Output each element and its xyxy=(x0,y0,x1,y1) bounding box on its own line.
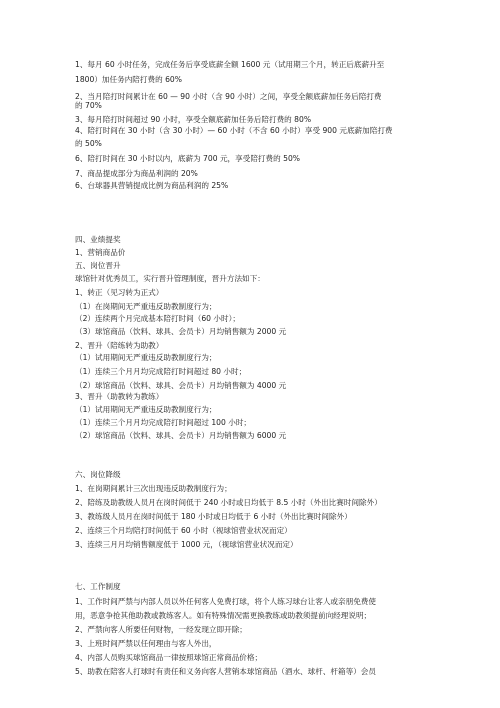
text-line: 用，恶意争抢其他助教或教练客人。如有特殊情况需更换教练或助教须提前向经理说明； xyxy=(75,611,372,620)
text-line: 3、教练级人员月在岗时间低于 180 小时或日均低于 6 小时（外出比赛时间除外） xyxy=(75,512,352,521)
text-line: （3）球馆商品（饮料、球具、会员卡）月均销售额为 2000 元 xyxy=(75,327,287,336)
text-line: 3、上班时间严禁以任何理由与客人外出， xyxy=(75,639,217,648)
text-line: 3、连续三月月均销售额度低于 1000 元，（视球馆营业状况而定） xyxy=(75,540,298,549)
text-line: 2、严禁向客人所要任何财物，一经发现立即开除； xyxy=(75,625,247,634)
text-line: 4、内部人员购买球馆商品一律按照球馆正常商品价格； xyxy=(75,653,263,662)
text-line: 1、营销商品价 xyxy=(75,248,126,257)
text-line: 1、在岗期间累计三次出现违反助教制度行为； xyxy=(75,484,232,493)
text-line: 5、助教在陪客人打球时有责任和义务向客人营销本球馆商品（酒水、球杆、杆箱等）会员 xyxy=(75,667,376,676)
text-line: （2）球馆商品（饮料、球具、会员卡）月均销售额为 4000 元 xyxy=(75,381,287,390)
text-line: （1）在岗期间无严重违反助教制度行为； xyxy=(75,302,217,311)
text-line: （1）连续三个月月均完成陪打时间超过 80 小时； xyxy=(75,367,247,376)
text-line: 1、每月 60 小时任务，完成任务后享受底薪全额 1600 元（试用期三个月，转正后底薪升至 xyxy=(75,60,385,69)
text-line: 2、陪练及助教级人员月在岗时间低于 240 小时或日均低于 8.5 小时（外出比赛时间除外） xyxy=(75,498,382,507)
text-line: 2、连续三个月均陪打时间低于 60 小时（视球馆营业状况而定） xyxy=(75,526,292,535)
text-line: 2、晋升（陪练转为助教） xyxy=(75,341,164,350)
text-line: 6、陪打时间在 30 小时以内，底薪为 700 元，享受陪打费的 50% xyxy=(75,154,300,163)
text-line: 3、晋升（助教转为教练） xyxy=(75,392,164,401)
text-line: （1）试用期间无严重违反助教制度行为； xyxy=(75,405,217,414)
section-heading: 四、业绩提奖 xyxy=(75,235,121,244)
text-line: 球馆针对优秀员工，实行晋升管理制度，晋升方法如下： xyxy=(75,274,265,283)
text-line: 4、陪打时间在 30 小时（含 30 小时）— 60 小时（不含 60 小时）享受 900 元底薪加陪打费 xyxy=(75,126,393,135)
text-line: 6、台球器具营销提成比例为商品利润的 25% xyxy=(75,181,229,190)
text-line: 的 50% xyxy=(75,139,102,148)
text-line: 3、每月陪打时间超过 90 小时，享受全额底薪加任务后陪打费的 80% xyxy=(75,115,312,124)
section-heading: 七、工作制度 xyxy=(75,582,121,591)
text-line: （1）连续三个月月均完成陪打时间超过 100 小时； xyxy=(75,418,252,427)
text-line: 1、转正（见习转为正式） xyxy=(75,288,164,297)
text-line: （2）连续两个月完成基本陪打时间（60 小时）； xyxy=(75,314,240,323)
text-line: （2）球馆商品（饮料、球具、会员卡）月均销售额为 6000 元 xyxy=(75,431,287,440)
text-line: 的 70% xyxy=(75,101,102,110)
text-line: 7、商品提成部分为商品利润的 20% xyxy=(75,169,198,178)
text-line: （1）试用期间无严重违反助教制度行为； xyxy=(75,353,217,362)
text-line: 1、工作时间严禁与内部人员以外任何客人免费打球，将个人练习球台让客人或亲朋免费使 xyxy=(75,597,376,606)
text-line: 2、当月陪打时间累计在 60 — 90 小时（含 90 小时）之间，享受全额底薪加任务后陪打费 xyxy=(75,92,382,101)
section-heading: 五、岗位晋升 xyxy=(75,261,121,270)
section-heading: 六、岗位降级 xyxy=(75,470,121,479)
text-line: 1800）加任务内陪打费的 60% xyxy=(75,75,182,84)
